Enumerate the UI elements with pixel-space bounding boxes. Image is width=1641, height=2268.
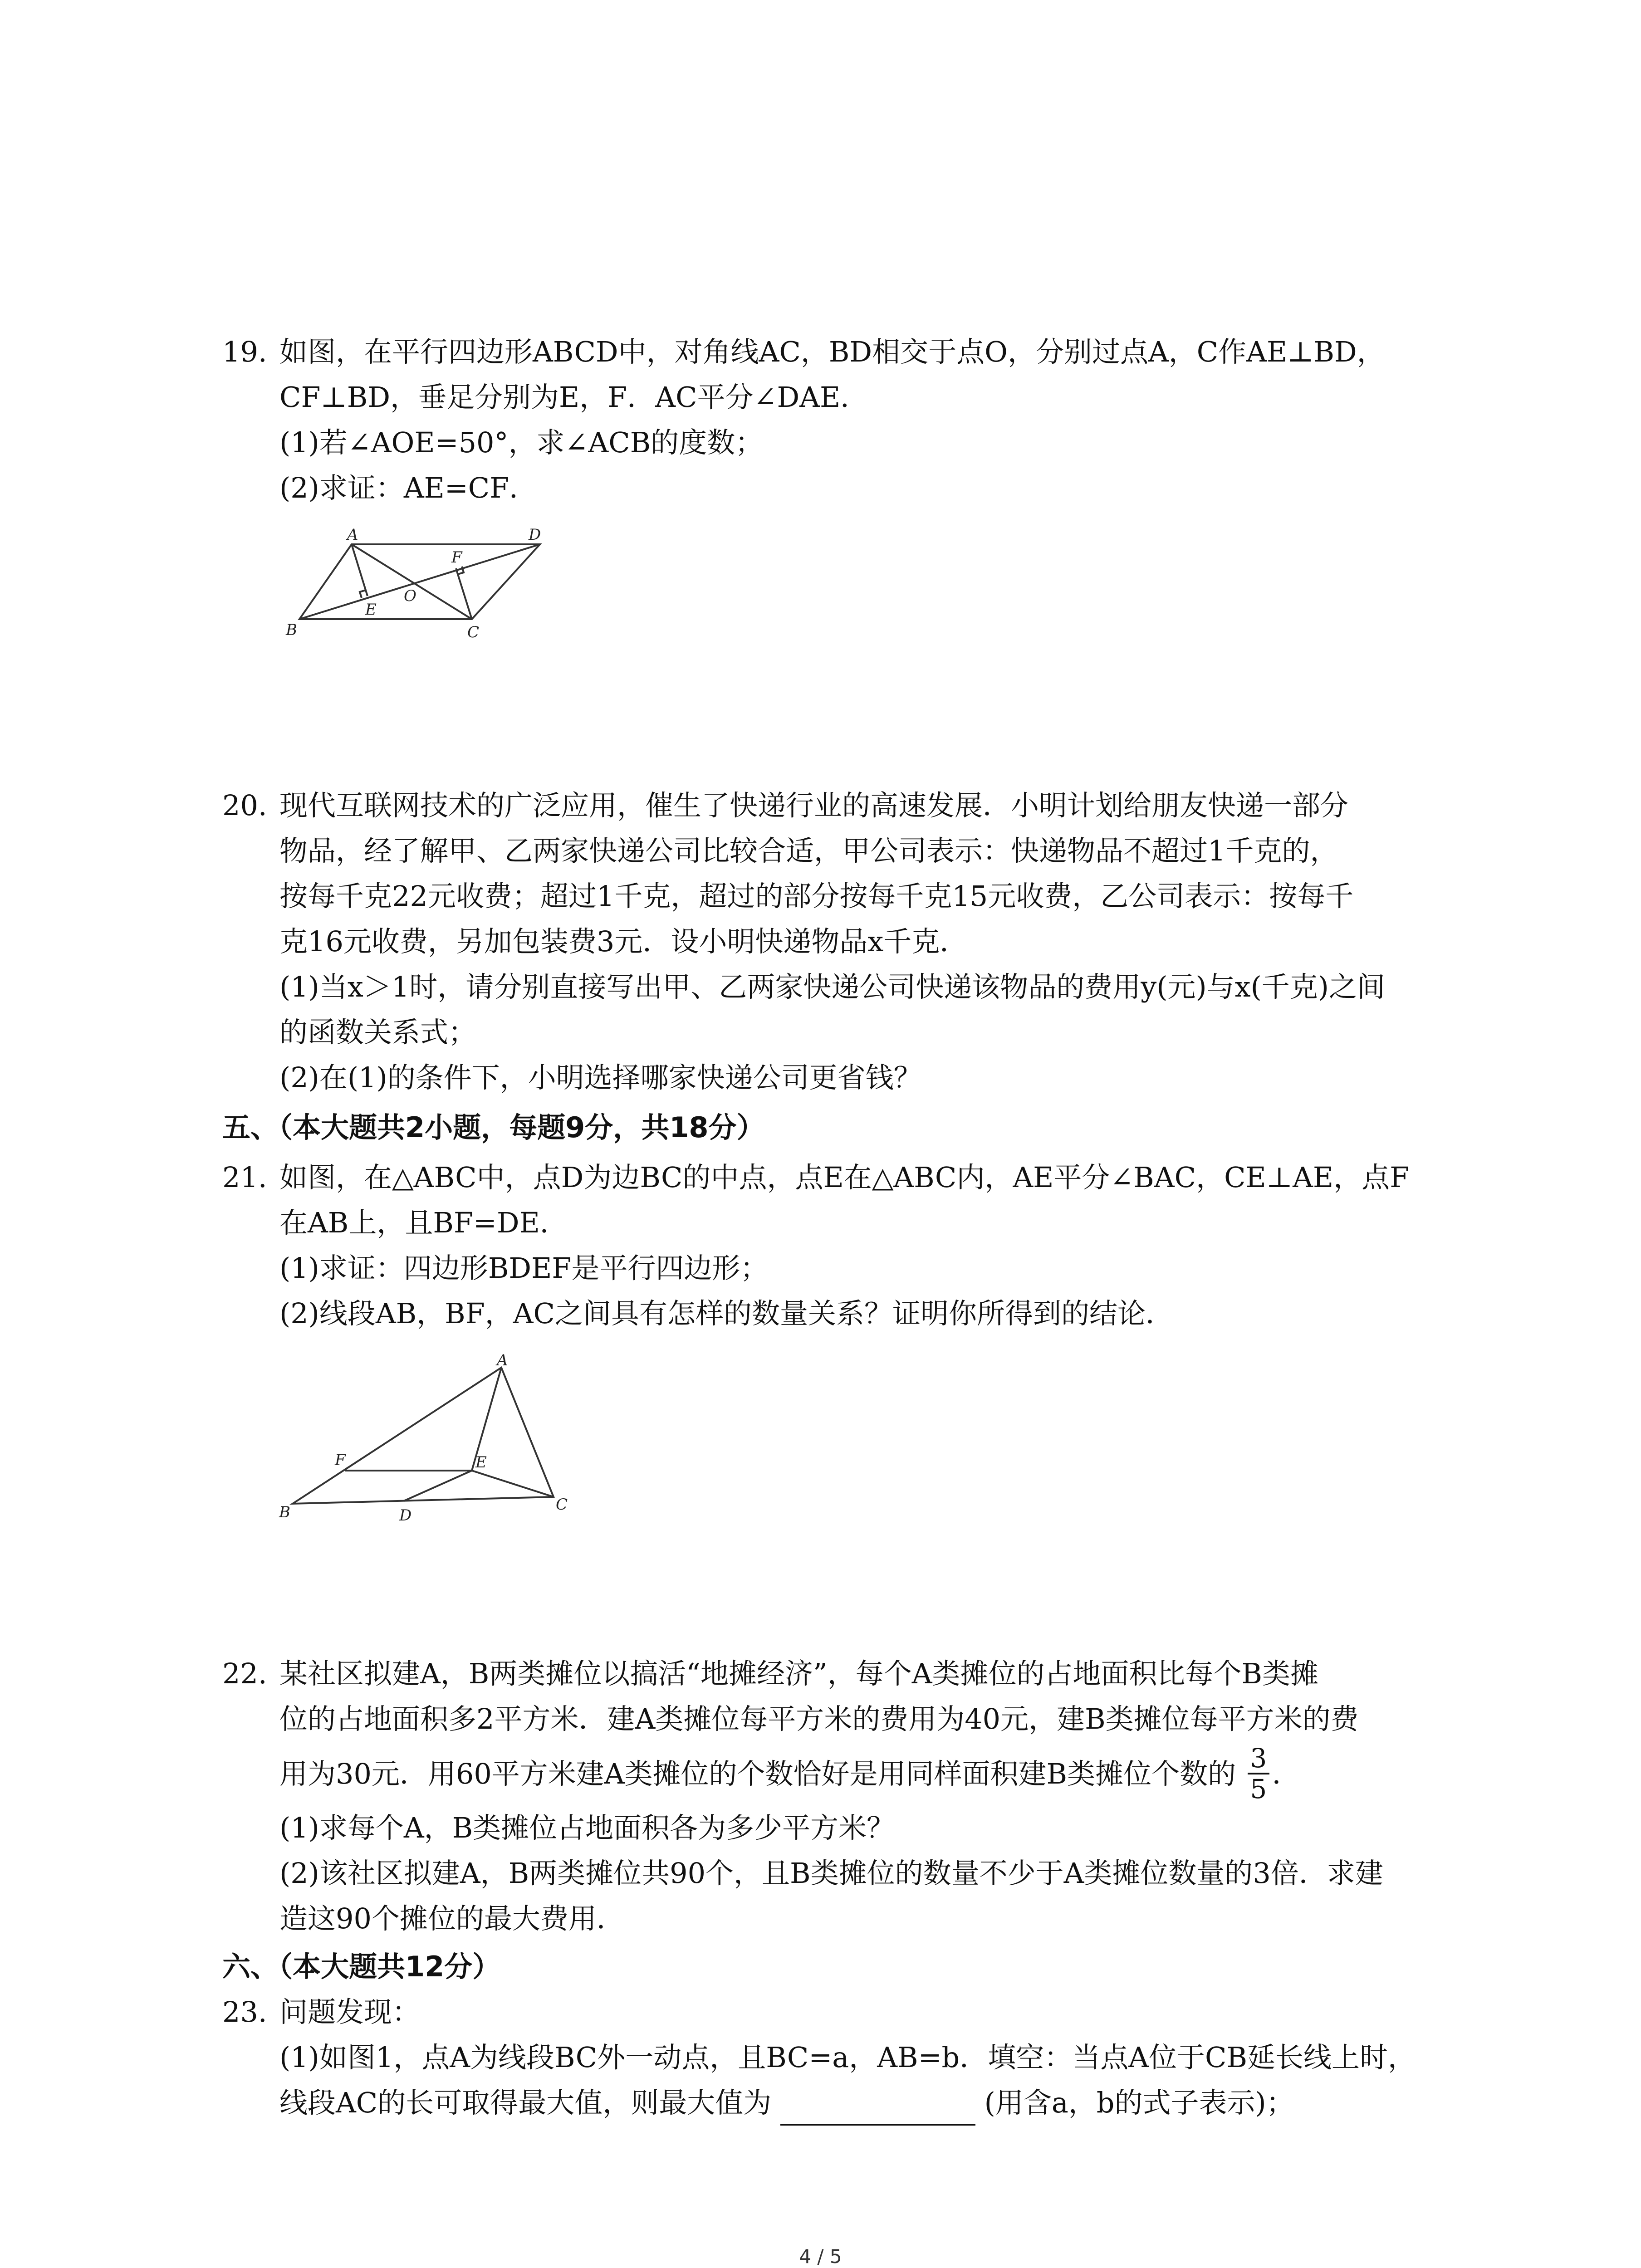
section-six-heading: 六、（本大题共12分） [222,1950,501,1983]
q21-number: 21. [222,1161,267,1194]
q19-label-A: A [347,526,358,544]
q20-number: 20. [222,789,267,822]
q20-part1b: 的函数关系式； [279,1016,477,1049]
q19-label-B: B [286,621,297,639]
q22-line3 [279,1743,1300,1806]
q21-line1: 如图，在△ABC中，点D为边BC的中点，点E在△ABC内，AE平分∠BAC，CE⊥AE，点F [279,1161,1410,1194]
q19-number: 19. [222,335,267,368]
q19-part2: (2)求证：AE=CF． [279,471,538,504]
q21-label-F: F [335,1451,346,1469]
q22-fraction-denominator: 5 [1250,1774,1267,1804]
q22-line3-end: ． [1272,1757,1300,1791]
q23-answer-blank[interactable] [780,2097,975,2126]
q21-part1: (1)求证：四边形BDEF是平行四边形； [279,1251,769,1285]
q19-label-O: O [404,587,416,605]
q21-label-A: A [497,1352,508,1369]
q22-line1: 某社区拟建A，B两类摊位以搞活“地摊经济”，每个A类摊位的占地面积比每个B类摊 [279,1657,1319,1690]
q21-triangle-figure [272,1352,581,1524]
q21-line2: 在AB上，且BF=DE． [279,1206,568,1239]
q23-part1b: 线段AC的长可取得最大值，则最大值为 [279,2086,772,2119]
q20-part2: (2)在(1)的条件下，小明选择哪家快递公司更省钱？ [279,1061,922,1094]
q23-number: 23. [222,1995,267,2028]
q23-part1c: (用含a，b的式子表示)； [984,2086,1294,2119]
q21-part2: (2)线段AB，BF，AC之间具有怎样的数量关系？证明你所得到的结论． [279,1297,1174,1330]
q22-part2b: 造这90个摊位的最大费用． [279,1902,625,1935]
q23-part1a: (1)如图1，点A为线段BC外一动点，且BC=a，AB=b．填空：当点A位于CB延长线上时， [279,2041,1416,2074]
q23-line1: 问题发现： [279,1995,421,2028]
q19-parallelogram-figure [272,526,554,644]
q21-label-E: E [475,1453,487,1471]
q19-label-C: C [467,623,480,641]
q21-label-D: D [399,1506,412,1524]
q22-part2a: (2)该社区拟建A，B两类摊位共90个，且B类摊位的数量不少于A类摊位数量的3倍．求建 [279,1857,1383,1890]
q19-label-F: F [451,548,462,567]
q21-label-C: C [556,1496,568,1514]
q20-line4: 克16元收费，另加包装费3元．设小明快递物品x千克． [279,925,968,958]
q19-part1: (1)若∠AOE=50°，求∠ACB的度数； [279,426,764,459]
q19-label-D: D [529,526,541,544]
q20-line3: 按每千克22元收费；超过1千克，超过的部分按每千克15元收费，乙公司表示：按每千 [279,880,1354,913]
q22-number: 22. [222,1657,267,1690]
q19-label-E: E [365,601,377,619]
q20-line1: 现代互联网技术的广泛应用，催生了快递行业的高速发展．小明计划给朋友快递一部分 [279,789,1349,822]
q22-line3-text: 用为30元．用60平方米建A类摊位的个数恰好是用同样面积建B类摊位个数的 [279,1757,1236,1791]
page-number: 4 / 5 [799,2245,842,2268]
q20-line2: 物品，经了解甲、乙两家快递公司比较合适，甲公司表示：快递物品不超过1千克的， [279,834,1338,867]
q22-part1: (1)求每个A，B类摊位占地面积各为多少平方米？ [279,1811,895,1844]
q21-label-B: B [279,1503,290,1521]
section-five-heading: 五、（本大题共2小题，每题9分，共18分） [222,1111,765,1144]
q23-part1b-line [279,2080,1294,2126]
q19-line2: CF⊥BD，垂足分别为E，F．AC平分∠DAE． [279,381,869,414]
q20-part1a: (1)当x＞1时，请分别直接写出甲、乙两家快递公司快递该物品的费用y(元)与x(千克)之间 [279,970,1385,1003]
q22-fraction [1245,1744,1272,1804]
q22-line2: 位的占地面积多2平方米．建A类摊位每平方米的费用为40元，建B类摊位每平方米的费 [279,1702,1359,1735]
q22-fraction-numerator: 3 [1250,1743,1267,1774]
q19-line1: 如图，在平行四边形ABCD中，对角线AC，BD相交于点O，分别过点A，C作AE⊥BD， [279,335,1385,368]
